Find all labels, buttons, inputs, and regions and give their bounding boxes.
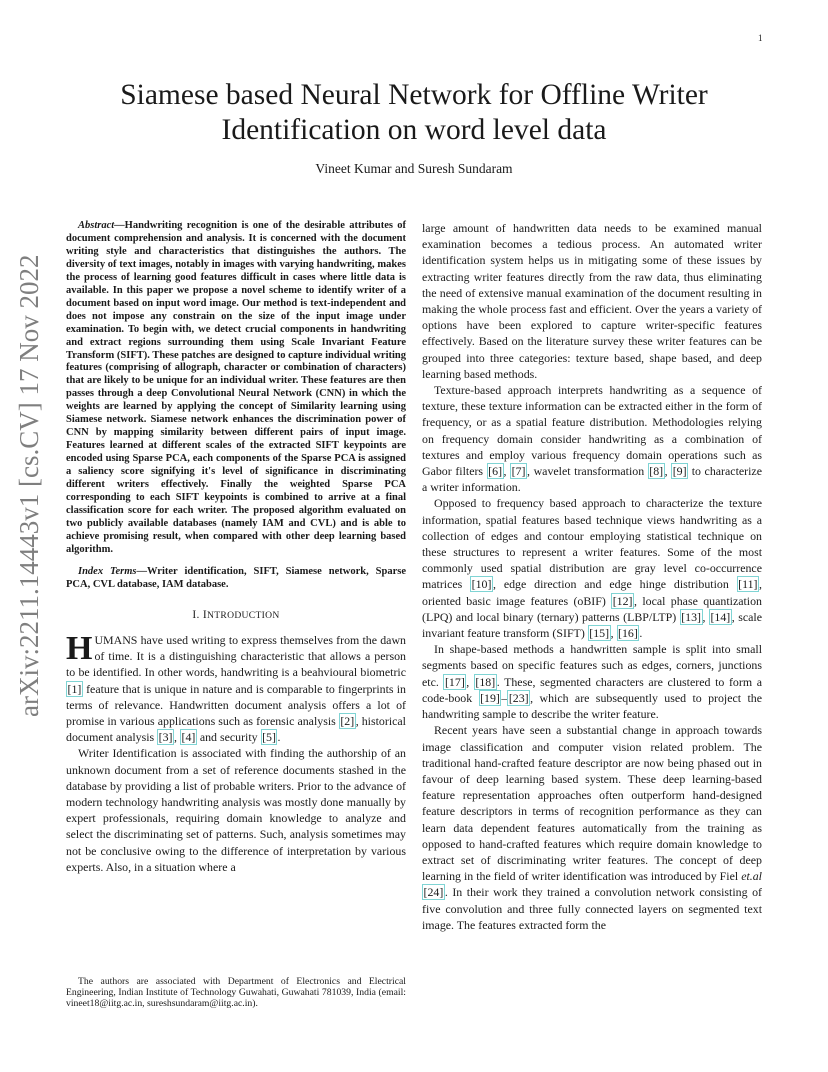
intro-paragraph-2: Writer Identification is associated with finding the authorship of an unknown document from a set of reference documents stashed in the database by providing a list of probable writers. Prior to the advance of modern technology handwriting analysis was mostly done manually by expert professionals, requiring domain knowledge to analyze and select the discriminating set of patterns. Such, analysis sometimes may not be conclusive owing to the difference of interpretation by various experts. Also, in a situation where a xyxy=(66,746,406,874)
index-terms-lead: Index Terms xyxy=(78,565,137,577)
citation-link[interactable]: [14] xyxy=(710,609,731,624)
body-paragraph-1: large amount of handwritten data needs to be examined manual examination becomes a tedious process. An automated writer identification system helps us in mitigating some of these issues by extracting writer features directly from the raw data, thus eliminating the need of extensive manual examination of the document resulting in making the whole process fast and efficient. Over the years a variety of options have been explored to capture writer-specific features effectively. Based on the literature survey these writer features can be grouped into three categories: texture based, shape based, and deep learning based methods. xyxy=(422,221,762,381)
citation-link[interactable]: [23] xyxy=(508,690,529,705)
citation-link[interactable]: [13] xyxy=(681,609,701,624)
citation-link[interactable]: [17] xyxy=(444,674,465,689)
citation-link[interactable]: [12] xyxy=(612,593,633,608)
body-paragraph-texture: Texture-based approach interprets handwriting as a sequence of texture, these texture information can be extracted either in the form of frequency, or as a spatial feature distribution. Methodologies relying on frequency domain consider handwriting as a combination of textures and employ various frequency domain operations such as Gabor filters [6] , [7] , wavelet transformation [8] , [9] to characterize a writer information. xyxy=(422,383,762,495)
citation-link[interactable]: [4] xyxy=(181,730,196,745)
citation-link[interactable]: [5] xyxy=(262,730,276,745)
citation-link[interactable]: [3] xyxy=(158,730,173,745)
paper-title xyxy=(66,78,762,148)
citation-link[interactable]: [19] xyxy=(480,690,500,705)
body-paragraph-deep-learning: Recent years have seen a substantial change in approach towards image classification and computer vision related problem. The traditional hand-crafted feature descriptor are now being phased out in favour of deep learning based system. These deep learning-based feature representation approaches often outperform hand-designed feature descriptors in terms of recognition performance as they can learn data dependent features automatically from the training as opposed to hand-crafted features which require domain knowledge to extract set of discriminating writer features. The concept of deep learning in the field of writer identification was introduced by Fiel et.al [24] . In their work they trained a convolution network consisting of five convolution and three fully connected layers on segmented text image. The features extracted form the xyxy=(422,723,762,932)
author-footnote xyxy=(66,976,406,1010)
title-line-2: Identification on word level data xyxy=(221,114,607,146)
citation-link[interactable]: [7] xyxy=(511,464,526,479)
index-terms xyxy=(66,566,406,592)
left-column xyxy=(66,220,406,875)
citation-link[interactable]: [18] xyxy=(475,674,496,689)
citation-link[interactable]: [10] xyxy=(471,577,492,592)
body-paragraph-shape: In shape-based methods a handwritten sample is split into small segments based on specific features such as edges, corners, junctions etc. [17] , [18] . These, segmented characters are clustered to form a code-book [19] – [23] , which are subsequently used to project the handwriting sample to describe the writer feature. xyxy=(422,642,762,722)
citation-link[interactable]: [9] xyxy=(672,464,687,479)
footnote-text: The authors are associated with Department of Electronics and Electrical Engineering, Indian Institute of Technology Guwahati, Guwahati 781039, India (email: vineet18@iitg.ac.in, sureshsundaram@iitg.ac.in). xyxy=(66,976,406,1010)
citation-link[interactable]: [16] xyxy=(618,626,638,641)
body-paragraph-spatial: Opposed to frequency based approach to characterize the texture information, spatial features based technique views handwriting as a collection of edges and contour employing statistical technique on these structures to represent a writer features. Some of the most commonly used spatial distribution are gray level co-occurrence matrices [10] , edge direction and edge hinge distribution [11] , oriented basic image features (oBIF) [12] , local phase quantization (LPQ) and local binary (ternary) patterns (LBP/LTP) [13] , [14] , scale invariant feature transform (SIFT) [15] , [16] . xyxy=(422,496,762,641)
section-heading-introduction: I. INTRODUCTION xyxy=(192,608,280,621)
citation-link[interactable]: [24] xyxy=(423,885,444,900)
index-terms-text: —Writer identification, SIFT, Siamese network, Sparse PCA, CVL database, IAM database. xyxy=(66,565,406,590)
abstract-text: —Handwriting recognition is one of the desirable attributes of document comprehension and analysis. It is concerned with the document writing style and characteristics that distinguishes the authors. The diversity of text images, notably in images with varying handwriting, makes the process of learning good features difficult in cases where little data is available. In this paper we propose a novel scheme to identify writer of a document based on input word image. Our method is text-independent and does not impose any constrain on the size of the input image under examination. To begin with, we detect crucial components in handwriting and extract regions surrounding them using Scale Invariant Feature Transform (SIFT). These patches are designed to capture individual writing features (comprising of allograph, character or combination of characters) that are likely to be unique for an individual writer. These features are then passes through a deep Convolutional Neural Network (CNN) in which the weights are learned by applying the concept of Similarity learning using Siamese network. Siamese network enhances the discrimination power of CNN by mapping similarity between different pairs of input image. Features learned at different scales of the extracted SIFT keypoints are encoded using Sparse PCA, each components of the Sparse PCA is assigned a saliency score signifying it's level of significance in discriminating different writers effectively. Finally the weighted Sparse PCA corresponding to each SIFT keypoints is combined to arrive at a final classification score for each writer. The proposed algorithm evaluated on two publicly available databases (namely IAM and CVL) and is able to achieve promising result, when compared with other deep learning based algorithm. xyxy=(66,220,406,555)
title-line-1: Siamese based Neural Network for Offline Writer xyxy=(120,79,708,111)
citation-link[interactable]: [6] xyxy=(488,464,503,479)
drop-cap: H xyxy=(66,629,93,667)
right-column xyxy=(422,220,762,933)
page-number: 1 xyxy=(758,33,763,43)
citation-link[interactable]: [15] xyxy=(589,626,610,641)
authors: Vineet Kumar and Suresh Sundaram xyxy=(315,161,513,176)
citation-link[interactable]: [1] xyxy=(67,681,82,696)
citation-link[interactable]: [11] xyxy=(738,577,758,592)
arxiv-stamp: arXiv:2211.14443v1 [cs.CV] 17 Nov 2022 xyxy=(14,254,44,717)
intro-paragraph-1: HUMANS have used writing to express themselves from the dawn of time. It is a distinguishing characteristic that allows a person to be identified. In other words, handwriting is a beahvioural biometric [1] feature that is unique in nature and is comparable to fingerprints in terms of relevance. Handwritten document analysis offers a lot of promise in various applications such as forensic analysis [2] , historical document analysis [3] , [4] and security [5] . xyxy=(66,629,406,745)
abstract xyxy=(66,220,406,557)
citation-link[interactable]: [8] xyxy=(649,464,664,479)
citation-link[interactable]: [2] xyxy=(340,713,355,728)
abstract-lead: Abstract xyxy=(78,220,115,231)
